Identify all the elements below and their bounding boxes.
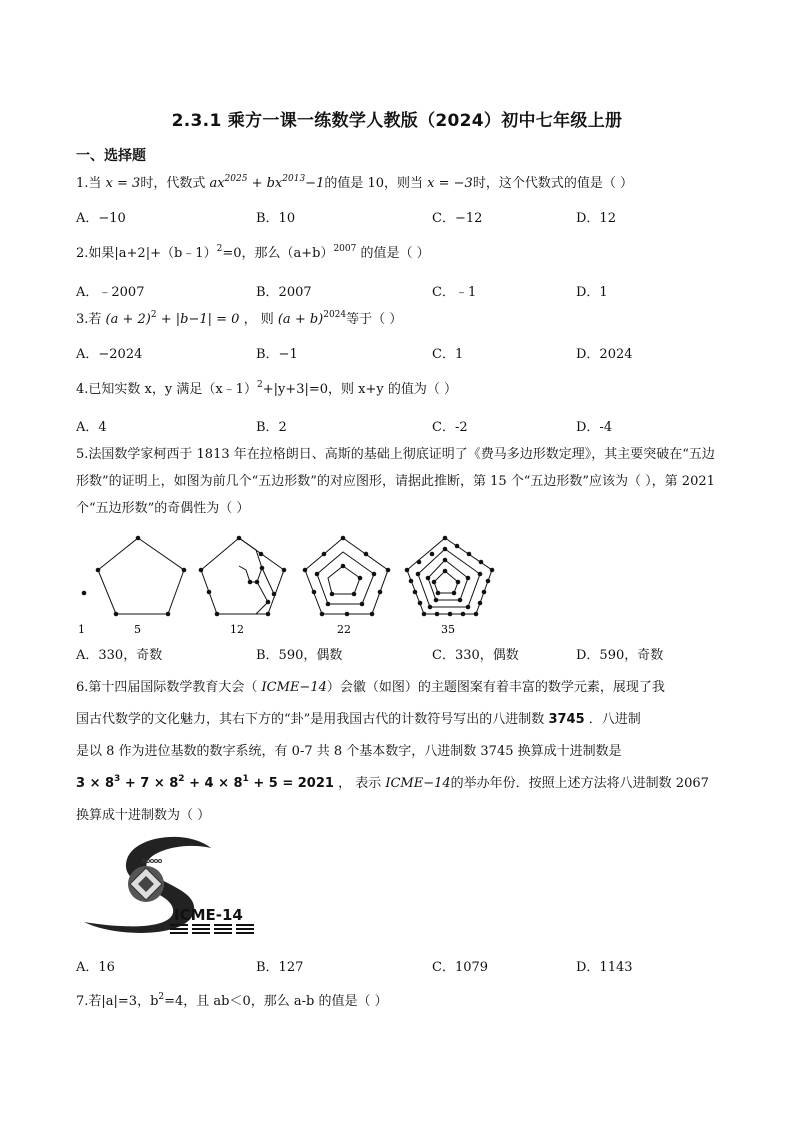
option-c: C．−12 [432, 211, 483, 226]
logo-text: ICME-14 [174, 906, 243, 924]
option-a: A．4 [76, 420, 107, 435]
option-b: B．590，偶数 [256, 648, 343, 663]
option-d: D．590，奇数 [576, 648, 664, 663]
page-title: 2.3.1 乘方一课一练数学人教版（2024）初中七年级上册 [171, 111, 623, 131]
question-5-options [76, 644, 726, 664]
question-2: 2.如果|a+2|+（b﹣1）$^2$=0，那么$(a+b)^{2007}$ 的值是（ ） [76, 244, 430, 261]
option-b: B．2007 [256, 285, 312, 300]
question-1-options [76, 207, 726, 227]
option-a: A．16 [76, 960, 115, 975]
option-b: B．−1 [256, 347, 298, 362]
question-7: 7.若|a|=3，$b^2=4$，且 ab＜0，那么 a-b 的值是（ ） [76, 992, 388, 1009]
question-6-options [76, 956, 726, 976]
option-a: A．﹣2007 [76, 285, 145, 300]
figure-label: 12 [230, 623, 244, 636]
option-c: C．-2 [432, 420, 468, 435]
option-d: D．1143 [576, 960, 633, 975]
section-heading: 一、选择题 [76, 148, 146, 164]
question-4: 4.已知实数 x，y 满足（x﹣1）$^2$+|y+3|=0，则 x+y 的值为（ ） [76, 380, 457, 397]
option-c: C．1079 [432, 960, 489, 975]
option-b: B．127 [256, 960, 304, 975]
figure-label: 35 [441, 623, 455, 636]
option-c: C．330，偶数 [432, 648, 519, 663]
icme-14-logo [76, 834, 266, 938]
question-2-options [76, 281, 726, 301]
figure-label: 1 [78, 623, 85, 636]
option-d: D．12 [576, 211, 616, 226]
option-c: C．﹣1 [432, 285, 477, 300]
figure-label: 22 [337, 623, 351, 636]
question-3-options [76, 343, 726, 363]
option-d: D．2024 [576, 347, 633, 362]
option-a: A．−10 [76, 211, 126, 226]
pentagonal-numbers-figure [76, 530, 506, 638]
option-b: B．2 [256, 420, 287, 435]
option-a: A．330，奇数 [76, 648, 163, 663]
option-a: A．−2024 [76, 347, 143, 362]
figure-label: 5 [134, 623, 141, 636]
option-d: D．1 [576, 285, 608, 300]
option-d: D．-4 [576, 420, 613, 435]
question-5: 5.法国数学家柯西于 1813 年在拉格朗日、高斯的基础上彻底证明了《费马多边形数定理》，其主要突破在“五边形数”的证明上，如图为前几个“五边形数”的对应图形，请据此推断，第 15 个“五边形数”应该为（ ），第 2021 个“五边形数”的奇偶性为（ ） [76, 447, 715, 516]
option-c: C．1 [432, 347, 464, 362]
question-1: 1.当 x = 3时，代数式 $ax^{2025} + bx^{2013}-1$的值是 10，则当 x = −3时，这个代数式的值是（ ） [76, 174, 633, 191]
question-4-options [76, 416, 726, 436]
question-3: 3.若 $(a + 2)^2 + |b-1| = 0$ ， 则 $(a + b)^{2024}$等于（ ） [76, 310, 403, 327]
question-6: 6.第十四届国际数学教育大会（ ICME−14）会徽（如图）的主题图案有着丰富的数学元素，展现了我 国古代数学的文化魅力，其右下方的“卦”是用我国古代的计数符号写出的八进制数 3745 ．八进制 是以 8 作为进位基数的数字系统，有 0-7 共 8 个基本数字，八进制数 3745 换算成十进制数是 $3 \times 8^3 + 7 \times 8^2 + 4 \times 8^1 + 5 = 2021$ ， 表示 ICME−14的举办年份．按照上述方法将八进制数 2067 换算成十进制数为（ ） [76, 680, 709, 823]
option-b: B．10 [256, 211, 296, 226]
